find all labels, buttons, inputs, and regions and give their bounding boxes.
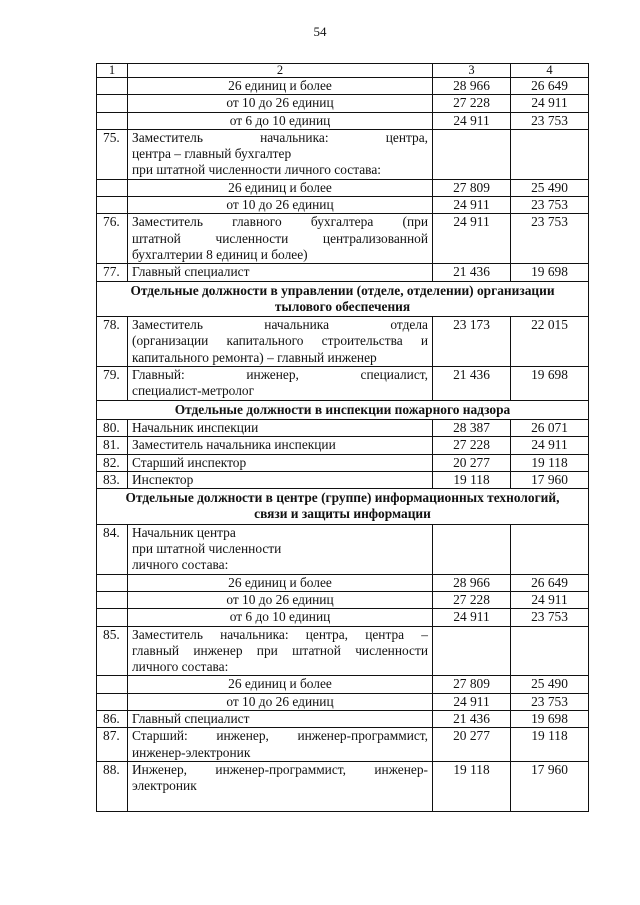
salary-value-col3: 19 118 — [433, 471, 511, 488]
salary-value-col3: 21 436 — [433, 367, 511, 401]
table-body — [97, 64, 589, 812]
salary-value-col3: 21 436 — [433, 710, 511, 727]
row-number — [97, 197, 128, 214]
section-heading — [97, 281, 589, 317]
position-title-line: Инженер, инженер-программист, инженер- — [132, 761, 428, 777]
position-row — [97, 214, 589, 264]
position-title-line: личного состава: — [132, 557, 229, 573]
position-title-line: Старший инспектор — [132, 454, 247, 470]
position-title-line: инженер-электроник — [132, 744, 251, 760]
header-cell-1: 1 — [97, 64, 128, 78]
position-title — [128, 264, 433, 281]
staff-range: 26 единиц и более — [128, 78, 433, 95]
row-number — [97, 78, 128, 95]
salary-value-col4: 19 698 — [511, 367, 589, 401]
position-title-line: главный инженер при штатной численности — [132, 642, 428, 658]
section-heading-line: тылового обеспечения — [274, 298, 411, 314]
section-heading-line: Отдельные должности в инспекции пожарного надзора — [174, 401, 511, 417]
position-title — [128, 626, 433, 676]
salary-value-col4: 17 960 — [511, 761, 589, 811]
row-number: 85. — [97, 626, 128, 676]
row-number: 87. — [97, 728, 128, 762]
section-heading — [97, 489, 589, 525]
position-title — [128, 710, 433, 727]
staff-range: от 10 до 26 единиц — [128, 197, 433, 214]
row-number: 78. — [97, 317, 128, 367]
row-number — [97, 112, 128, 129]
position-title-line: Главный специалист — [132, 710, 250, 726]
row-number — [97, 693, 128, 710]
position-title — [128, 524, 433, 574]
row-number: 79. — [97, 367, 128, 401]
position-row — [97, 129, 589, 179]
position-title-line: при штатной численности — [132, 541, 282, 557]
salary-value-col3: 27 228 — [433, 591, 511, 608]
salary-value-col3: 20 277 — [433, 454, 511, 471]
section-heading-line: Отдельные должности в управлении (отделе, отделении) организации — [130, 282, 555, 298]
salary-value-col4: 24 911 — [511, 437, 589, 454]
row-number: 75. — [97, 129, 128, 179]
position-title-line: Начальник инспекции — [132, 419, 259, 435]
staff-range: от 10 до 26 единиц — [128, 693, 433, 710]
row-number — [97, 179, 128, 196]
salary-value-col3: 27 228 — [433, 95, 511, 112]
row-number: 82. — [97, 454, 128, 471]
position-title-line: Инспектор — [132, 471, 194, 487]
staff-range: от 10 до 26 единиц — [128, 591, 433, 608]
header-cell-3: 3 — [433, 64, 511, 78]
position-row — [97, 710, 589, 727]
position-title-line: специалист-метролог — [132, 383, 255, 399]
position-title-line: (организации капитального строительства и — [132, 333, 428, 349]
position-title-line: капитального ремонта) – главный инженер — [132, 349, 377, 365]
position-row — [97, 471, 589, 488]
staff-range: от 6 до 10 единиц — [128, 112, 433, 129]
salary-value-col4: 26 649 — [511, 574, 589, 591]
salary-value-col4: 23 753 — [511, 693, 589, 710]
salary-value-col4: 26 071 — [511, 419, 589, 436]
position-title-line: бухгалтерии 8 единиц и более) — [132, 246, 308, 262]
salary-value-col4: 24 911 — [511, 591, 589, 608]
position-row — [97, 761, 589, 811]
staff-range: от 10 до 26 единиц — [128, 95, 433, 112]
salary-value-col4: 23 753 — [511, 197, 589, 214]
staff-range: 26 единиц и более — [128, 574, 433, 591]
position-title-line: электроник — [132, 778, 197, 794]
subrange-row — [97, 609, 589, 626]
staff-range: 26 единиц и более — [128, 676, 433, 693]
position-row — [97, 728, 589, 762]
subrange-row — [97, 95, 589, 112]
position-row — [97, 437, 589, 454]
salary-value-col3: 23 173 — [433, 317, 511, 367]
position-title — [128, 214, 433, 264]
salary-value-col4: 19 698 — [511, 710, 589, 727]
salary-value-col3: 24 911 — [433, 609, 511, 626]
section-heading-line: Отдельные должности в центре (группе) информационных технологий, — [125, 490, 560, 506]
row-number: 84. — [97, 524, 128, 574]
position-title — [128, 317, 433, 367]
row-number: 86. — [97, 710, 128, 727]
salary-value-col3: 24 911 — [433, 693, 511, 710]
salary-value-col3: 27 228 — [433, 437, 511, 454]
subrange-row — [97, 676, 589, 693]
salary-value-col3: 27 809 — [433, 179, 511, 196]
salary-value-col3: 28 387 — [433, 419, 511, 436]
salary-value-col4: 17 960 — [511, 471, 589, 488]
position-title — [128, 419, 433, 436]
salary-value-col3 — [433, 129, 511, 179]
salary-value-col3: 24 911 — [433, 214, 511, 264]
salary-value-col3: 20 277 — [433, 728, 511, 762]
salary-value-col3: 21 436 — [433, 264, 511, 281]
position-title-line: Заместитель главного бухгалтера (при — [132, 214, 428, 230]
section-heading-line: связи и защиты информации — [254, 506, 431, 522]
position-title — [128, 454, 433, 471]
position-title-line: Старший: инженер, инженер-программист, — [132, 728, 428, 744]
staff-range: 26 единиц и более — [128, 179, 433, 196]
section-heading-row — [97, 281, 589, 317]
row-number: 77. — [97, 264, 128, 281]
row-number — [97, 609, 128, 626]
position-title — [128, 471, 433, 488]
position-row — [97, 367, 589, 401]
row-number — [97, 95, 128, 112]
subrange-row — [97, 197, 589, 214]
subrange-row — [97, 179, 589, 196]
salary-value-col4 — [511, 626, 589, 676]
section-heading-row — [97, 400, 589, 419]
row-number — [97, 574, 128, 591]
salary-value-col3 — [433, 524, 511, 574]
salary-value-col4: 25 490 — [511, 179, 589, 196]
position-title — [128, 761, 433, 811]
row-number: 83. — [97, 471, 128, 488]
page-number: 54 — [313, 24, 327, 39]
position-title-line: при штатной численности личного состава: — [132, 162, 381, 178]
position-row — [97, 264, 589, 281]
position-title-line: Заместитель начальника отдела — [132, 317, 428, 333]
position-title — [128, 129, 433, 179]
row-number: 80. — [97, 419, 128, 436]
row-number — [97, 591, 128, 608]
section-heading — [97, 400, 589, 419]
position-title-line: Заместитель начальника: центра, — [132, 129, 428, 145]
salary-value-col4: 23 753 — [511, 609, 589, 626]
position-title-line: Главный специалист — [132, 264, 250, 280]
salary-value-col4: 19 118 — [511, 454, 589, 471]
salary-value-col4: 24 911 — [511, 95, 589, 112]
salary-value-col3: 24 911 — [433, 197, 511, 214]
subrange-row — [97, 574, 589, 591]
staff-range: от 6 до 10 единиц — [128, 609, 433, 626]
header-cell-2: 2 — [128, 64, 433, 78]
position-row — [97, 317, 589, 367]
position-title-line: Начальник центра — [132, 524, 236, 540]
salary-value-col4 — [511, 524, 589, 574]
subrange-row — [97, 693, 589, 710]
row-number — [97, 676, 128, 693]
row-number: 81. — [97, 437, 128, 454]
salary-value-col4 — [511, 129, 589, 179]
position-title-line: штатной численности централизованной — [132, 230, 428, 246]
salary-value-col4: 23 753 — [511, 214, 589, 264]
row-number: 76. — [97, 214, 128, 264]
position-title-line: центра – главный бухгалтер — [132, 146, 292, 162]
position-row — [97, 626, 589, 676]
salary-value-col3 — [433, 626, 511, 676]
position-title-line: Заместитель начальника: центра, центра – — [132, 626, 428, 642]
position-title — [128, 437, 433, 454]
salary-value-col4: 23 753 — [511, 112, 589, 129]
salary-value-col3: 27 809 — [433, 676, 511, 693]
header-cell-4: 4 — [511, 64, 589, 78]
salary-value-col4: 22 015 — [511, 317, 589, 367]
salary-value-col3: 19 118 — [433, 761, 511, 811]
subrange-row — [97, 112, 589, 129]
salary-value-col4: 19 698 — [511, 264, 589, 281]
position-title-line — [132, 794, 428, 810]
position-title-line: Главный: инженер, специалист, — [132, 367, 428, 383]
section-heading-row — [97, 489, 589, 525]
salary-value-col4: 25 490 — [511, 676, 589, 693]
salary-value-col4: 19 118 — [511, 728, 589, 762]
position-title — [128, 728, 433, 762]
table-header-row — [97, 64, 589, 78]
subrange-row — [97, 591, 589, 608]
salary-value-col4: 26 649 — [511, 78, 589, 95]
position-row — [97, 454, 589, 471]
subrange-row — [97, 78, 589, 95]
salary-value-col3: 28 966 — [433, 574, 511, 591]
salary-value-col3: 24 911 — [433, 112, 511, 129]
row-number: 88. — [97, 761, 128, 811]
position-title-line: Заместитель начальника инспекции — [132, 437, 336, 453]
salary-table — [96, 63, 589, 812]
salary-value-col3: 28 966 — [433, 78, 511, 95]
position-title-line: личного состава: — [132, 659, 229, 675]
position-title — [128, 367, 433, 401]
position-row — [97, 419, 589, 436]
position-row — [97, 524, 589, 574]
